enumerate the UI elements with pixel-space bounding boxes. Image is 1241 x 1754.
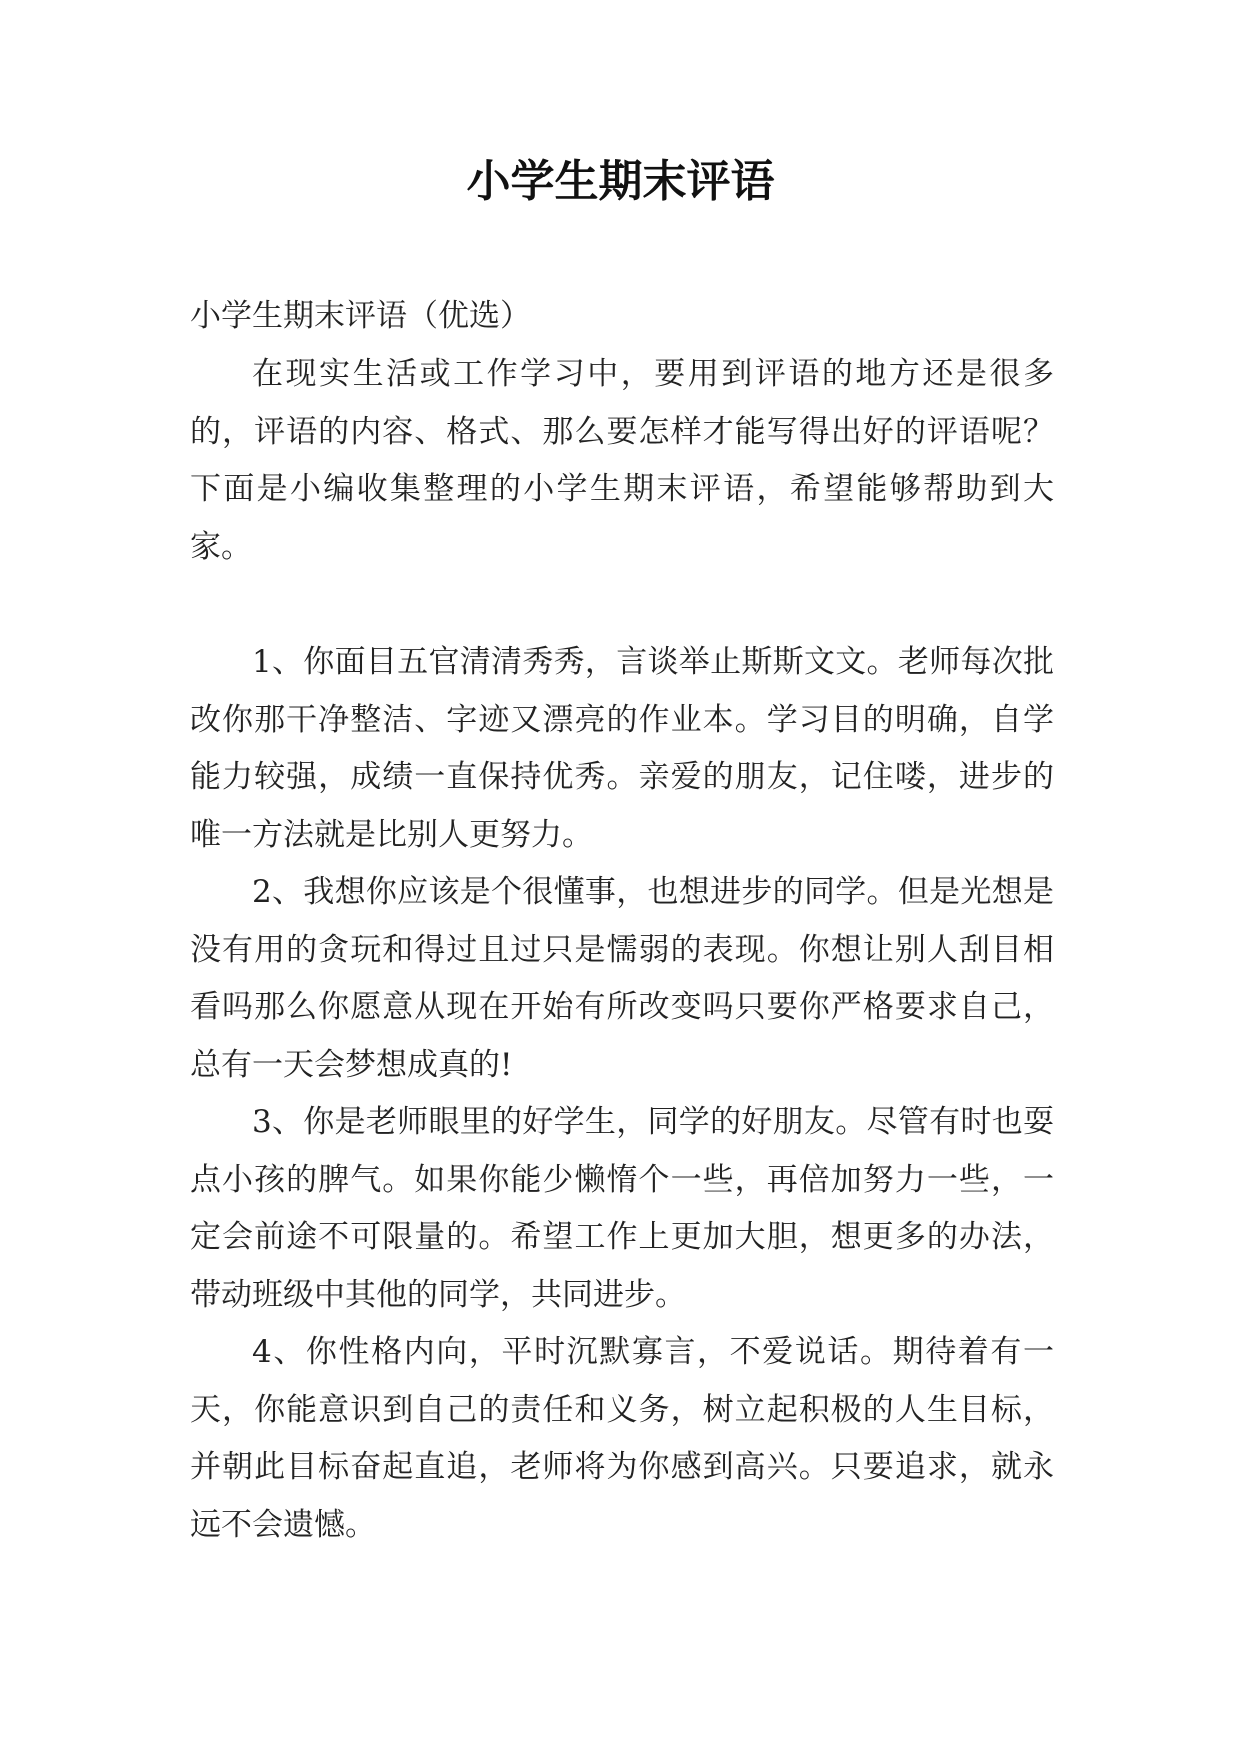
intro-paragraph: 在现实生活或工作学习中，要用到评语的地方还是很多的，评语的内容、格式、那么要怎样才能写得出好的评语呢？下面是小编收集整理的小学生期末评语，希望能够帮助到大家。: [190, 356, 1054, 565]
comment-list: [190, 634, 1054, 1554]
comment-paragraph-4: 4、你性格内向，平时沉默寡言，不爱说话。期待着有一天，你能意识到自己的责任和义务，树立起积极的人生目标，并朝此目标奋起直追，老师将为你感到高兴。只要追求，就永远不会遗憾。: [190, 1334, 1054, 1543]
comment-paragraph-1: 1、你面目五官清清秀秀，言谈举止斯斯文文。老师每次批改你那干净整洁、字迹又漂亮的作业本。学习目的明确，自学能力较强，成绩一直保持优秀。亲爱的朋友，记住喽，进步的唯一方法就是比别人更努力。: [190, 644, 1054, 853]
document-subtitle: 小学生期末评语（优选）: [190, 298, 531, 334]
document-title: 小学生期末评语: [466, 156, 775, 207]
comment-paragraph-3: 3、你是老师眼里的好学生，同学的好朋友。尽管有时也耍点小孩的脾气。如果你能少懒惰个一些，再倍加努力一些，一定会前途不可限量的。希望工作上更加大胆，想更多的办法，带动班级中其他的同学，共同进步。: [190, 1104, 1054, 1313]
comment-paragraph-2: 2、我想你应该是个很懂事，也想进步的同学。但是光想是没有用的贪玩和得过且过只是懦弱的表现。你想让别人刮目相看吗那么你愿意从现在开始有所改变吗只要你严格要求自己，总有一天会梦想成真的!: [190, 874, 1054, 1083]
